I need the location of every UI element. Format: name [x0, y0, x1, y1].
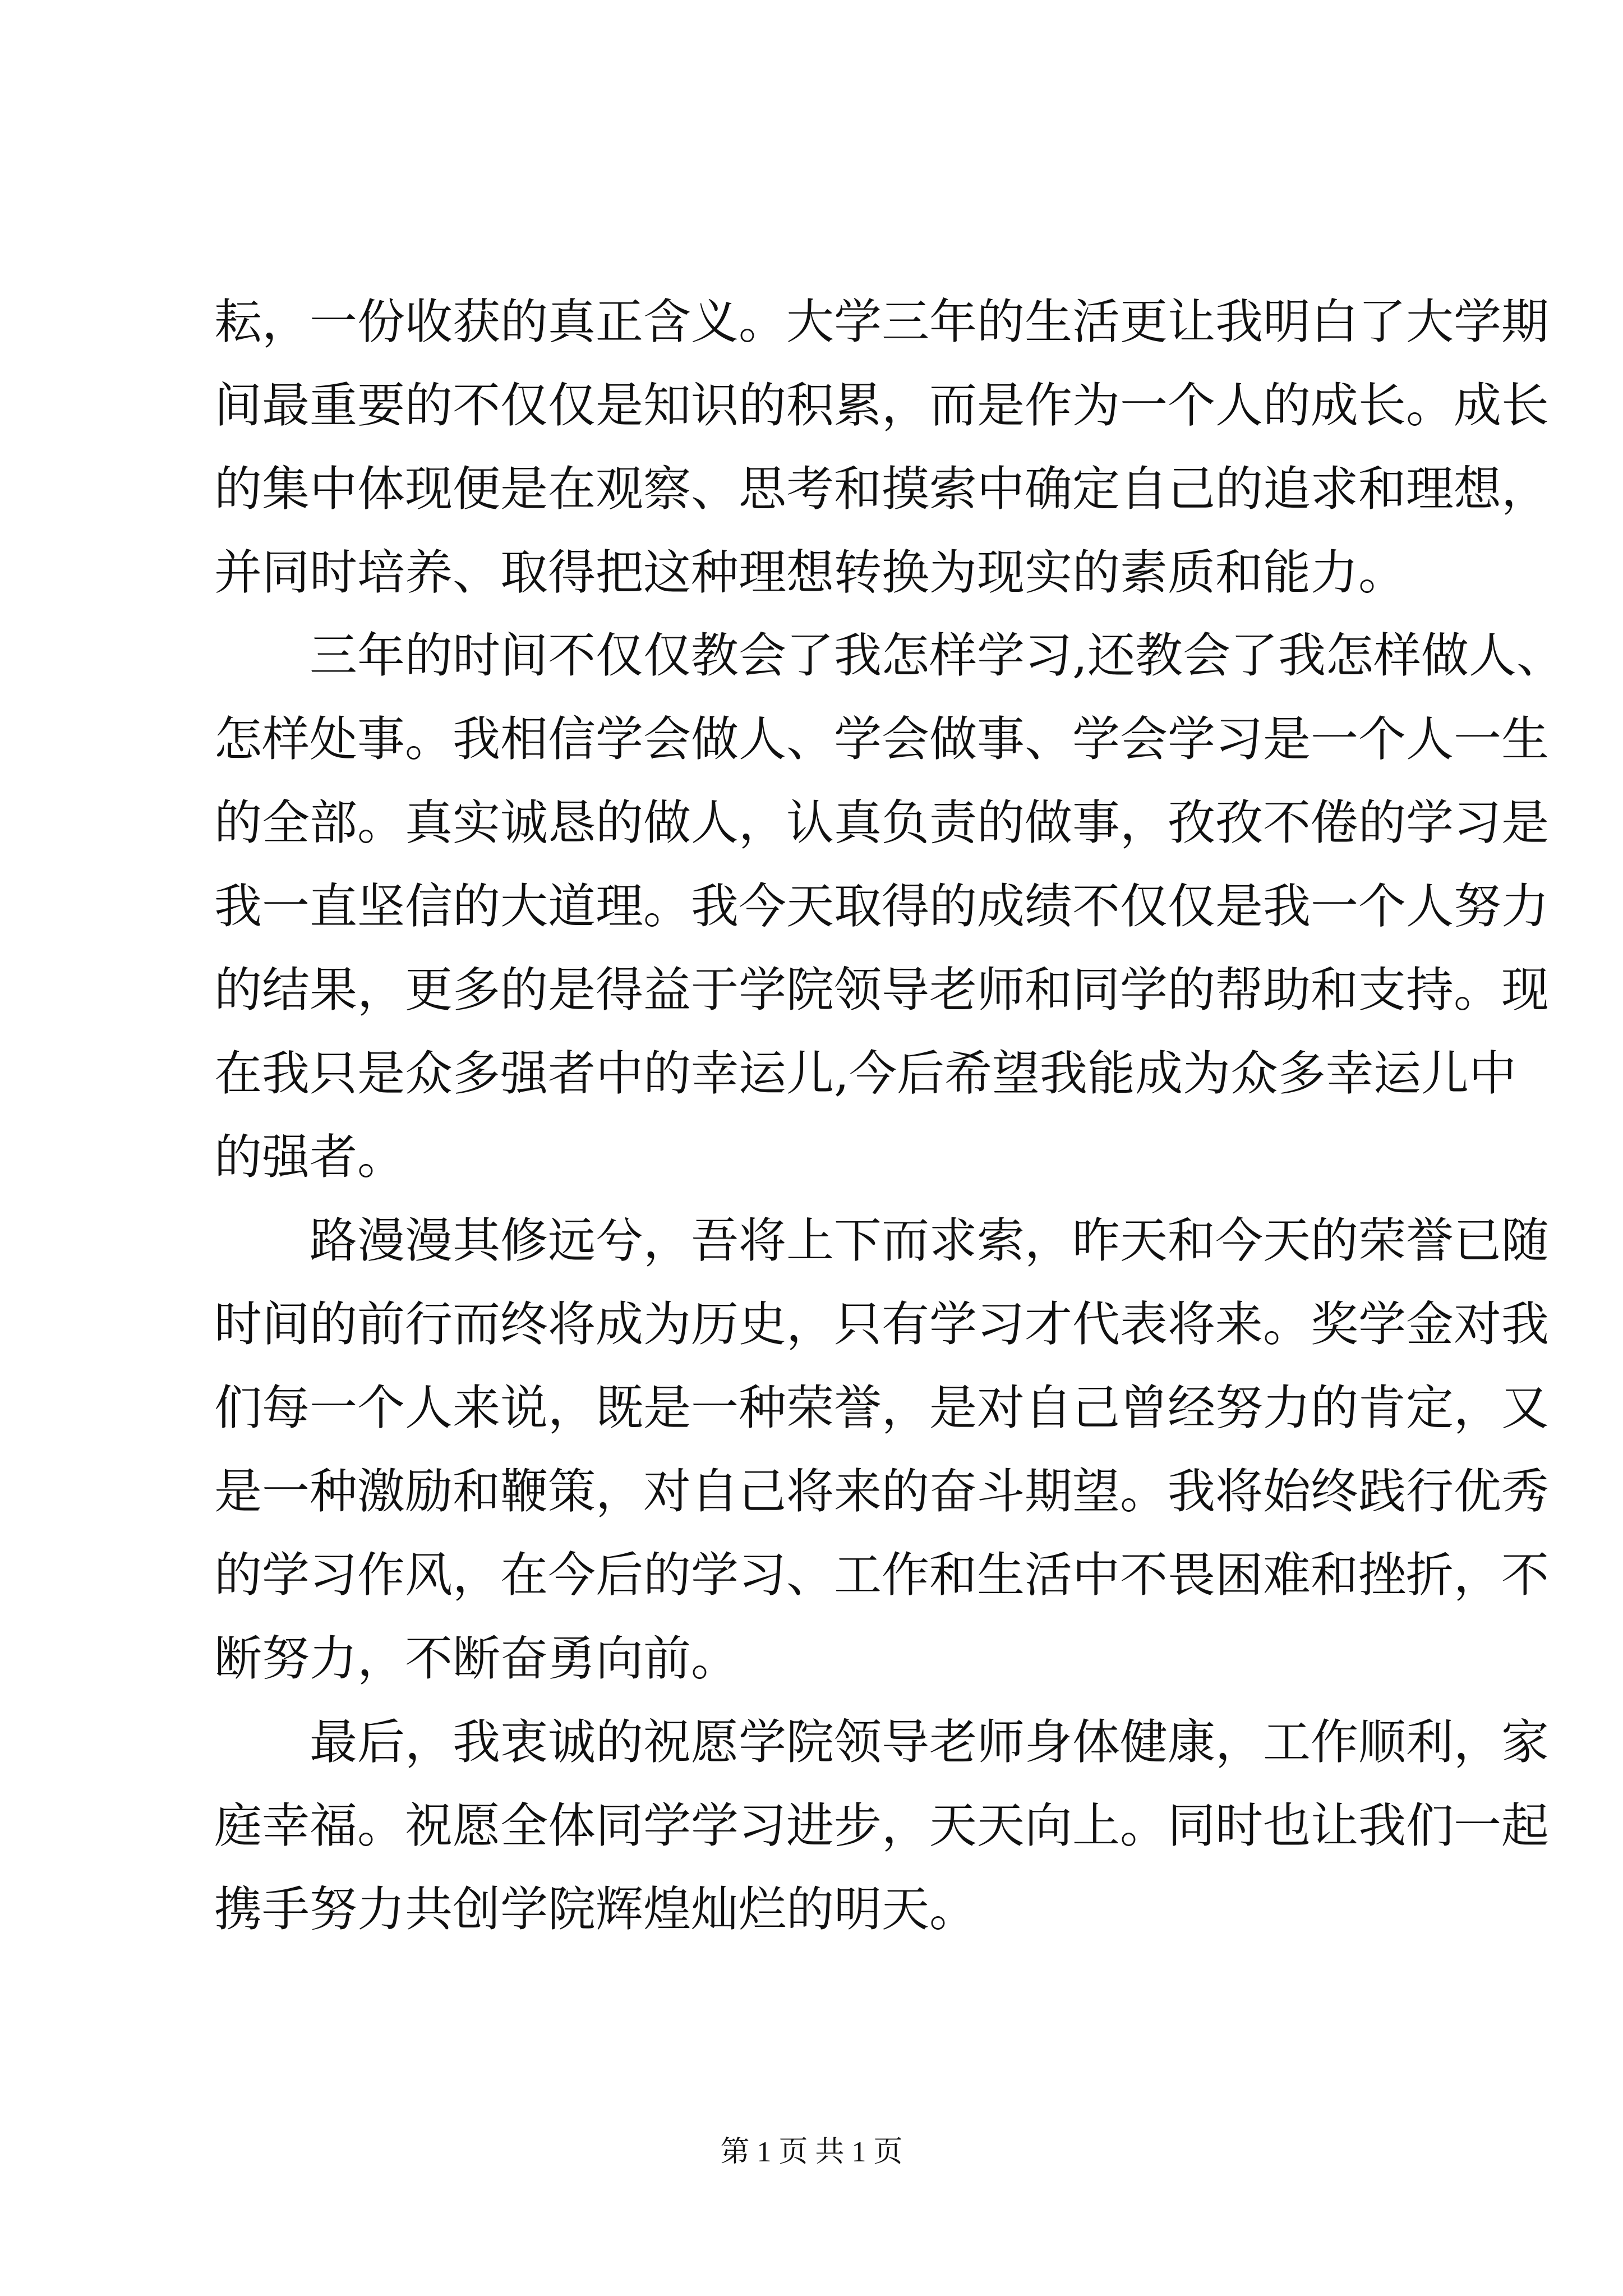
text-line: 携手努力共创学院辉煌灿烂的明天。: [214, 1882, 978, 1938]
text-line: 的学习作风，在今后的学习、工作和生活中不畏困难和挫折，不: [214, 1548, 1550, 1603]
text-line: 是一种激励和鞭策，对自己将来的奋斗期望。我将始终践行优秀: [214, 1464, 1550, 1520]
text-line: 的全部。真实诚恳的做人，认真负责的做事，孜孜不倦的学习是: [214, 795, 1550, 851]
paragraph-first-line: 三年的时间不仅仅教会了我怎样学习,还教会了我怎样做人、: [310, 628, 1565, 684]
text-line: 时间的前行而终将成为历史，只有学习才代表将来。奖学金对我: [214, 1297, 1550, 1352]
text-line: 怎样处事。我相信学会做人、学会做事、学会学习是一个人一生: [214, 712, 1550, 767]
text-line: 我一直坚信的大道理。我今天取得的成绩不仅仅是我一个人努力: [214, 879, 1550, 935]
text-line: 间最重要的不仅仅是知识的积累，而是作为一个人的成长。成长: [214, 378, 1550, 434]
paragraph-first-line: 最后，我衷诚的祝愿学院领导老师身体健康，工作顺利，家: [310, 1715, 1550, 1770]
text-line: 的强者。: [214, 1130, 405, 1185]
paragraph-first-line: 路漫漫其修远兮，吾将上下而求索，昨天和今天的荣誉已随: [310, 1213, 1550, 1269]
text-line: 耘，一份收获的真正含义。大学三年的生活更让我明白了大学期: [214, 295, 1550, 350]
text-line: 庭幸福。祝愿全体同学学习进步，天天向上。同时也让我们一起: [214, 1798, 1550, 1854]
text-line: 在我只是众多强者中的幸运儿,今后希望我能成为众多幸运儿中: [214, 1046, 1517, 1102]
text-line: 断努力，不断奋勇向前。: [214, 1631, 739, 1687]
text-line: 并同时培养、取得把这种理想转换为现实的素质和能力。: [214, 545, 1407, 601]
text-line: 们每一个人来说，既是一种荣誉，是对自己曾经努力的肯定，又: [214, 1381, 1550, 1436]
page-number-footer: 第 1 页 共 1 页: [720, 2136, 903, 2168]
text-line: 的集中体现便是在观察、思考和摸索中确定自己的追求和理想，: [214, 462, 1550, 517]
text-line: 的结果，更多的是得益于学院领导老师和同学的帮助和支持。现: [214, 963, 1550, 1018]
